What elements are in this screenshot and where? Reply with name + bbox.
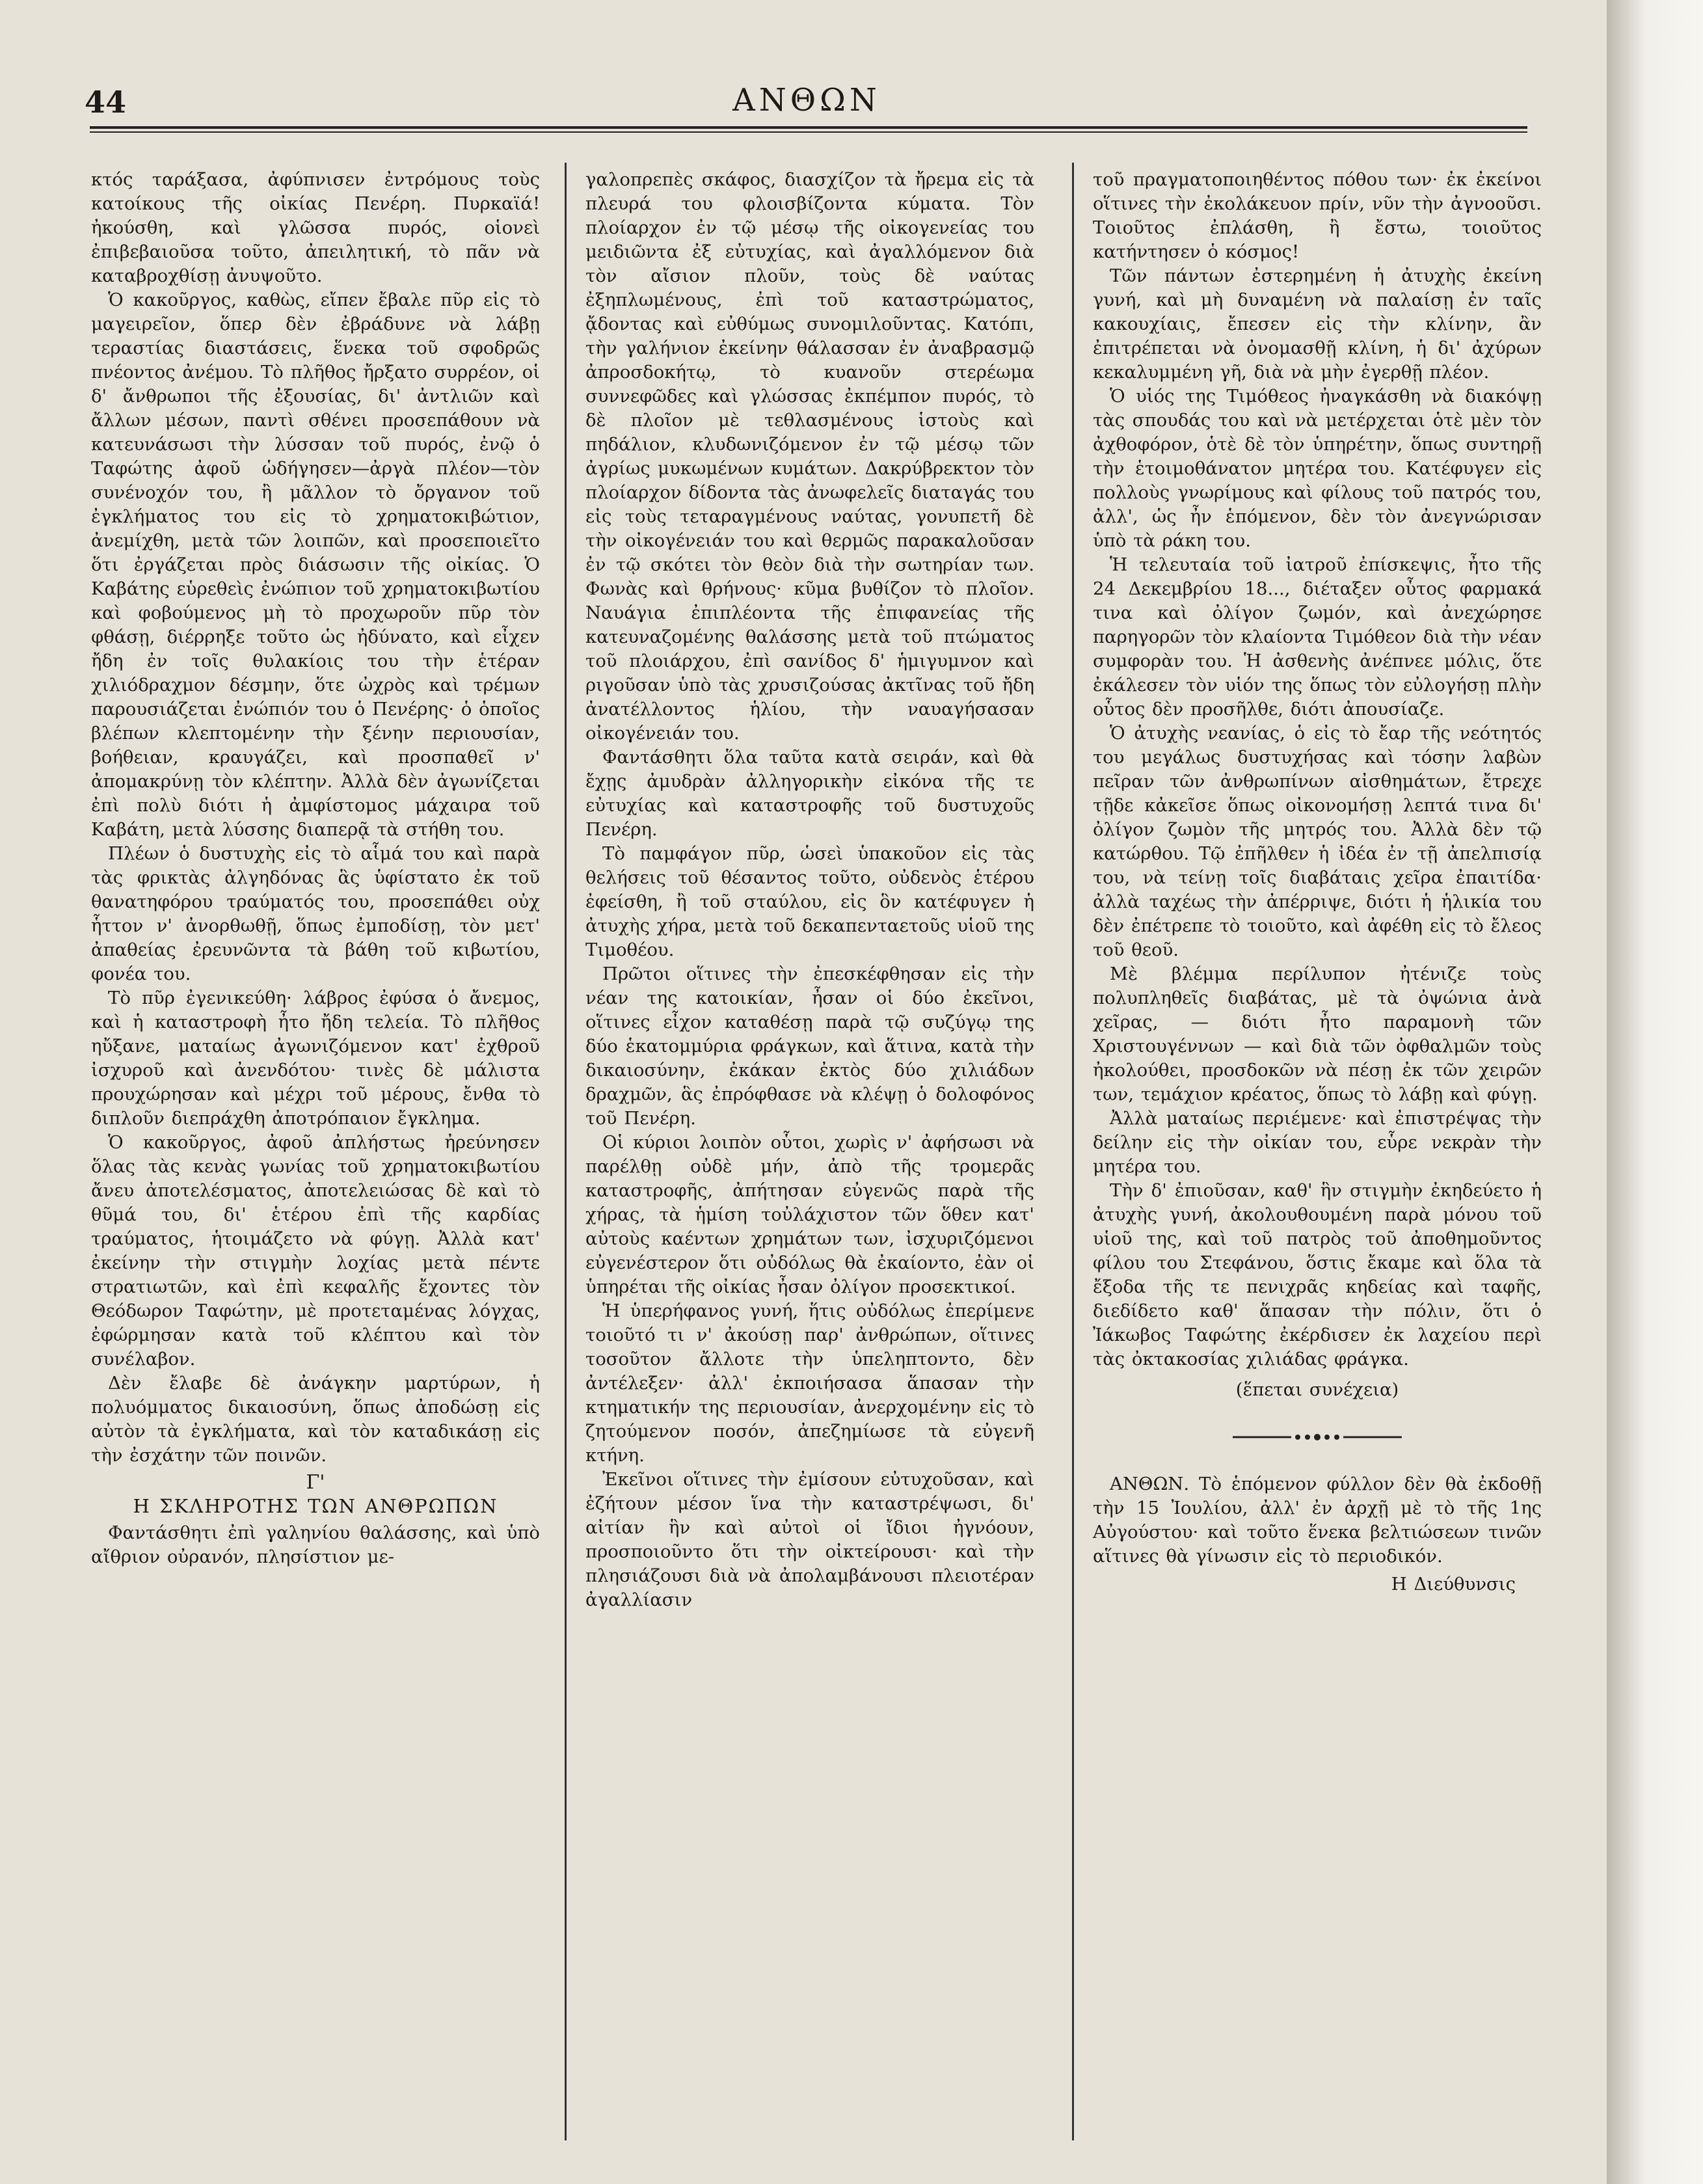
publication-notice: ΑΝΘΩΝ. Τὸ ἑπόμενον φύλλον δὲν θὰ ἐκδοθῇ τὴν 15 Ἰουλίου, ἀλλ' ἐν ἀρχῇ μὲ τὸ τῆς 1ης Αὐγούστου· καὶ τοῦτο ἕνεκα βελτιώσεων τινῶν αἵτινες θὰ γίνωσιν εἰς τὸ περιοδικόν.	[1093, 1474, 1542, 1567]
section-title: Η ΣΚΛΗΡΟΤΗΣ ΤΩΝ ΑΝΘΡΩΠΩΝ	[133, 1495, 498, 1517]
column-1	[91, 168, 540, 1569]
paragraph: Μὲ βλέμμα περίλυπον ἠτένιζε τοὺς πολυπληθεῖς διαβάτας, μὲ τὰ ὀψώνια ἀνὰ χεῖρας, — διότι ἦτο παραμονὴ τῶν Χριστουγέννων — καὶ διὰ τῶν ὀφθαλμῶν τοὺς ἠκολούθει, προσδοκῶν νὰ πέσῃ ἐκ τῶν χειρῶν των, τεμάχιον κρέατος, ὅπως τὸ λάβῃ καὶ φύγῃ.	[1093, 964, 1542, 1105]
paragraph: Πρῶτοι οἵτινες τὴν ἐπεσκέφθησαν εἰς τὴν νέαν της κατοικίαν, ἦσαν οἱ δύο ἐκεῖνοι, οἵτινες εἶχον καταθέσῃ παρὰ τῷ συζύγῳ της δύο ἑκατομμύρια φράγκων, καὶ ἅτινα, κατὰ τὴν δικαιοσύνην, ἐκάκαν ἐκτὸς δύο χιλιάδων δραχμῶν, ἃς ἐπρόφθασε νὰ κλέψῃ ὁ δολοφόνος τοῦ Πενέρη.	[585, 964, 1034, 1129]
paragraph: τοῦ πραγματοποιηθέντος πόθου των· ἐκ ἐκείνοι οἵτινες τὴν ἐκολάκευον πρίν, νῦν τὴν ἀγνοοῦσι. Τοιοῦτος ἐπλάσθη, ἢ ἔστω, τοιοῦτος κατήντησεν ὁ κόσμος!	[1093, 169, 1542, 262]
paragraph: Ἡ τελευταία τοῦ ἰατροῦ ἐπίσκεψις, ἦτο τῆς 24 Δεκεμβρίου 18..., διέταξεν οὗτος φαρμακά τινα καὶ ὀλίγον ζωμόν, καὶ ἀνεχώρησε παρηγορῶν τὸν κλαίοντα Τιμόθεον διὰ τὴν νέαν συμφορὰν του. Ἡ ἀσθενὴς ἀνέπνεε μόλις, ὅτε ἐκάλεσεν τὸν υἱόν της ὅπως τὸν εὐλογήσῃ πλὴν οὗτος δὲν προσῆλθε, διότι ἀπουσίαζε.	[1093, 554, 1542, 720]
column-divider	[1072, 163, 1074, 2140]
column-2	[585, 168, 1034, 1612]
paragraph: Τὴν δ' ἐπιοῦσαν, καθ' ἣν στιγμὴν ἐκηδεύετο ἡ ἀτυχὴς γυνή, ἀκολουθουμένη παρὰ μόνου τοῦ υἱοῦ της, καὶ τοῦ πατρὸς τοῦ ἀποθημοῦντος φίλου του Στεφάνου, ὅστις ἔκαμε καὶ ὅλα τὰ ἔξοδα τῆς τε πενιχρᾶς κηδείας καὶ ταφῆς, διεδίδετο καθ' ἅπασαν τὴν πόλιν, ὅτι ὁ Ἰάκωβος Ταφώτης ἐκέρδισεν ἐκ λαχείου περὶ τὰς ὀκτακοσίας χιλιάδας φράγκα.	[1093, 1180, 1542, 1369]
header-rule-thin	[90, 131, 1527, 133]
paragraph: Ὁ ἀτυχὴς νεανίας, ὁ εἰς τὸ ἔαρ τῆς νεότητός του μεγάλως δυστυχήσας καὶ τόσην λαβὼν πεῖραν τῶν ἀνθρωπίνων αἰσθημάτων, ἔτρεχε τῇδε κἀκεῖσε ὅπως οἰκονομήσῃ λεπτά τινα δι' ὀλίγον ζωμὸν τῆς μητρός του. Ἀλλὰ δὲν τῷ κατώρθου. Τῷ ἐπῆλθεν ἡ ἰδέα ἐν τῇ ἀπελπισίᾳ του, νὰ τείνῃ τοῖς διαβάταις χεῖρα ἐπαιτίδα· ἀλλὰ ταχέως τὴν ἀπέρριψε, διότι ἡ ἡλικία του δὲν ἐπέτρεπε τὸ τοιοῦτο, καὶ ἀφέθη εἰς τὸ ἔλεος τοῦ θεοῦ.	[1093, 723, 1542, 960]
section-number: Γ'	[306, 1471, 325, 1494]
paragraph: Δὲν ἔλαβε δὲ ἀνάγκην μαρτύρων, ἡ πολυόμματος δικαιοσύνη, ὅπως ἀποδώσῃ εἰς αὐτὸν τὰ ἐγκλήματα, καὶ τὸν καταδικάσῃ εἰς τὴν ἐσχάτην τῶν ποινῶν.	[91, 1373, 540, 1466]
page-number: 44	[85, 85, 127, 120]
paragraph: Ὁ υἱός της Τιμόθεος ἠναγκάσθη νὰ διακόψῃ τὰς σπουδάς του καὶ νὰ μετέρχεται ὁτὲ μὲν τὸν ἀχθοφόρον, ὁτὲ δὲ τὸν ὑπηρέτην, ὅπως συντηρῇ τὴν ἑτοιμοθάνατον μητέρα του. Κατέφυγεν εἰς πολλοὺς γνωρίμους καὶ φίλους τοῦ πατρός του, ἀλλ', ὡς ἦν ἑπόμενον, δὲν τὸν ἀνεγνώρισαν ὑπὸ τὰ ράκη του.	[1093, 386, 1542, 551]
paragraph: γαλοπρεπὲς σκάφος, διασχίζον τὰ ἤρεμα εἰς τὰ πλευρά του φλοισβίζοντα κύματα. Τὸν πλοίαρχον ἐν τῷ μέσῳ τῆς οἰκογενείας του μειδιῶντα ἐξ εὐτυχίας, καὶ ἀγαλλόμενον διὰ τὸν αἴσιον πλοῦν, τοὺς δὲ ναύτας ἐξηπλωμένους, ἐπὶ τοῦ καταστρώματος, ᾄδοντας καὶ εὐθύμως συνομιλοῦντας. Κατόπι, τὴν γαλήνιον ἐκείνην θάλασσαν ἐν ἀναβρασμῷ ἀπροσδοκήτῳ, τὸ κυανοῦν στερέωμα συννεφῶδες καὶ γλώσσας ἐκπέμπον πυρός, τὸ δὲ πλοῖον μὲ τεθλασμένους ἱστοὺς καὶ πηδάλιον, κλυδωνιζόμενον ἐν τῷ μέσῳ τῶν ἀγρίως μυκωμένων κυμάτων. Δακρύβρεκτον τὸν πλοίαρχον δίδοντα τὰς ἀνωφελεῖς διαταγάς του εἰς τοὺς τεταραγμένους ναύτας, γονυπετῆ δὲ τὴν οἰκογένειάν του καὶ θερμῶς παρακαλοῦσαν ἐν τῷ σκότει τὸν θεὸν διὰ τὴν σωτηρίαν των. Φωνὰς καὶ θρήνους· κῦμα βυθίζον τὸ πλοῖον. Ναυάγια ἐπιπλέοντα τῆς ἐπιφανείας τῆς κατευναζομένης θαλάσσης μετὰ τοῦ πτώματος τοῦ πλοιάρχου, ἐπὶ σανίδος δ' ἡμιγυμνον καὶ ριγοῦσαν ὑπὸ τὰς χρυσιζούσας ἀκτῖνας τοῦ ἤδη ἀνατέλλοντος ἡλίου, τὴν ναυαγήσασαν οἰκογένειάν του.	[585, 169, 1034, 744]
paragraph: Τὸ πῦρ ἐγενικεύθη· λάβρος ἐφύσα ὁ ἄνεμος, καὶ ἡ καταστροφὴ ἦτο ἤδη τελεία. Τὸ πλῆθος ηὔξανε, ματαίως ἀγωνιζόμενον κατ' ἐχθροῦ ἰσχυροῦ καὶ ἀνενδότου· τινὲς δὲ μάλιστα προυχώρησαν καὶ μέχρι τοῦ μέρους, ἔνθα τὸ διπλοῦν διεπράχθη ἀποτρόπαιον ἔγκλημα.	[91, 988, 540, 1129]
continued-note: (ἕπεται συνέχεια)	[1235, 1379, 1399, 1400]
page-edge	[1607, 0, 1703, 2184]
journal-title: ΑΝΘΩΝ	[732, 82, 881, 118]
paragraph: Ὁ κακοῦργος, καθὼς, εἴπεν ἔβαλε πῦρ εἰς τὸ μαγειρεῖον, ὅπερ δὲν ἐβράδυνε νὰ λάβῃ τεραστίας διαστάσεις, ἕνεκα τοῦ σφοδρῶς πνέοντος ἀνέμου. Τὸ πλῆθος ἤρξατο συρρέον, οἱ δ' ἄνθρωποι τῆς ἐξουσίας, δι' ἀντλιῶν καὶ ἄλλων μέσων, παντὶ σθένει προσεπάθουν νὰ κατευνάσωσι τὴν λύσσαν τοῦ πυρός, ἐνῷ ὁ Ταφώτης ἀφοῦ ὡδήγησεν—ἀργὰ πλέον—τὸν συνένοχόν του, ἢ μᾶλλον τὸ ὄργανον τοῦ ἐγκλήματος του εἰς τὸ χρηματοκιβώτιον, ἀνεμίχθη, μετὰ τῶν λοιπῶν, καὶ προσεποιεῖτο ὅτι ἐργάζεται πρὸς διάσωσιν τῆς οἰκίας. Ὁ Καβάτης εὑρεθεὶς ἐνώπιον τοῦ χρηματοκιβωτίου καὶ φοβούμενος μὴ τὸ προχωροῦν πῦρ τὸν φθάσῃ, διέρρηξε τοῦτο ὡς ἠδύνατο, καὶ εἶχεν ἤδη ἐν τοῖς θυλακίοις του τὴν ἑτέραν χιλιόδραχμον δέσμην, ὅτε ὠχρὸς καὶ τρέμων παρουσιάζεται ἐνώπιόν του ὁ Πενέρης· ὁ ὁποῖος βλέπων κλεπτομένην τὴν ξένην περιουσίαν, βοήθειαν, κραυγάζει, καὶ προσπαθεῖ ν' ἀπομακρύνῃ τὸν κλέπτην. Ἀλλὰ δὲν ἀγωνίζεται ἐπὶ πολὺ διότι ἡ ἀμφίστομος μάχαιρα τοῦ Καβάτη, μετὰ λύσσης διαπερᾷ τὰ στήθη του.	[91, 290, 540, 840]
paragraph: Οἱ κύριοι λοιπὸν οὗτοι, χωρὶς ν' ἀφήσωσι νὰ παρέλθῃ οὐδὲ μήν, ἀπὸ τῆς τρομερᾶς καταστροφῆς, ἀπήτησαν εὐγενῶς παρὰ τῆς χήρας, τὰ ἡμίση τοὐλάχιστον τῶν ὅθεν κατ' αὐτοὺς καέντων χρημάτων των, ἰσχυριζόμενοι εὐγενέστερον ὅτι οὐδόλως θὰ ἐκαίοντο, ἐὰν οἱ ὑπηρέται τῆς οἰκίας ἦσαν ὀλίγον προσεκτικοί.	[585, 1132, 1034, 1297]
paragraph: Φαντάσθητι ἐπὶ γαληνίου θαλάσσης, καὶ ὑπὸ αἴθριον οὐρανόν, πλησίστιον με-	[91, 1522, 540, 1567]
ornament-divider-icon	[1233, 1431, 1402, 1444]
paragraph: Ἡ ὑπερήφανος γυνή, ἥτις οὐδόλως ἐπερίμενε τοιοῦτό τι ν' ἀκούσῃ παρ' ἀνθρώπων, οἵτινες τοσοῦτον ἄλλοτε τὴν ὑπεληπτοντο, δὲν ἀντέλεξεν· ἀλλ' ἐκποιήσασα ἅπασαν τὴν κτηματικήν της περιουσίαν, ἀνερχομένην εἰς τὸ ζητούμενον ποσόν, ἀπεζημίωσε τὰ εὐγενῆ κτήνη.	[585, 1301, 1034, 1466]
paragraph: Πλέων ὁ δυστυχὴς εἰς τὸ αἷμά του καὶ παρὰ τὰς φρικτὰς ἀλγηδόνας ἃς ὑφίστατο ἐκ τοῦ θανατηφόρου τραύματός του, προσεπάθει οὐχ ἧττον ν' ἀνορθωθῇ, ὅπως ἐμποδίσῃ, τὸν μετ' ἀπαθείας ἐρευνῶντα τὰ βάθη τοῦ κιβωτίου, φονέα του.	[91, 843, 540, 984]
paragraph: Φαντάσθητι ὅλα ταῦτα κατὰ σειράν, καὶ θὰ ἔχῃς ἀμυδρὰν ἀλληγορικὴν εἰκόνα τῆς τε εὐτυχίας καὶ καταστροφῆς τοῦ δυστυχοῦς Πενέρη.	[585, 747, 1034, 840]
paragraph: Ἐκεῖνοι οἵτινες τὴν ἐμίσουν εὐτυχοῦσαν, καὶ ἐζήτουν μέσον ἵνα τὴν καταστρέψωσι, δι' αἰτίαν ἣν καὶ αὐτοὶ οἱ ἴδιοι ἠγνόουν, προσποιοῦντο ὅτι τὴν οἰκτείρουσι· καὶ τὴν πλησιάζουσι διὰ νὰ ἀπολαμβάνουσι πλειοτέραν ἀγαλλίασιν	[585, 1469, 1034, 1610]
page-header	[85, 78, 1529, 130]
column-3	[1093, 168, 1542, 1597]
header-rule	[90, 126, 1527, 129]
paragraph: Τῶν πάντων ἐστερημένη ἡ ἀτυχὴς ἐκείνη γυνή, καὶ μὴ δυναμένη νὰ παλαίσῃ ἐν ταῖς κακουχίαις, ἔπεσεν εἰς τὴν κλίνην, ἂν ἐπιτρέπεται νὰ ὀνομασθῇ κλίνη, ἡ δι' ἀχύρων κεκαλυμμένη γῆ, διὰ νὰ μὴν ἐγερθῇ πλέον.	[1093, 265, 1542, 383]
paragraph: κτός ταράξασα, ἀφύπνισεν ἐντρόμους τοὺς κατοίκους τῆς οἰκίας Πενέρη. Πυρκαϊά! ἠκούσθη, καὶ γλῶσσα πυρός, οἱονεὶ ἐπιβεβαιοῦσα τοῦτο, ἀπειλητική, τὸ πᾶν νὰ καταβροχθίσῃ ἀνυψοῦτο.	[91, 169, 540, 286]
paragraph: Τὸ παμφάγον πῦρ, ὡσεὶ ὑπακοῦον εἰς τὰς θελήσεις τοῦ θέσαντος τοῦτο, οὐδενὸς ἑτέρου ἐφείσθη, ἢ τοῦ σταύλου, εἰς ὃν κατέφυγεν ἡ ἀτυχὴς χήρα, μετὰ τοῦ δεκαπενταετοῦς υἱοῦ της Τιμοθέου.	[585, 843, 1034, 960]
paragraph: Ἀλλὰ ματαίως περιέμενε· καὶ ἐπιστρέψας τὴν δείλην εἰς τὴν οἰκίαν του, εὗρε νεκρὰν τὴν μητέρα του.	[1093, 1108, 1542, 1177]
signature: Η Διεύθυνσις	[1391, 1574, 1516, 1595]
paragraph: Ὁ κακοῦργος, ἀφοῦ ἀπλήστως ἠρεύνησεν ὅλας τὰς κενὰς γωνίας τοῦ χρηματοκιβωτίου ἄνευ ἀποτελέσματος, ἀποτελειώσας δὲ καὶ τὸ θῦμά του, δι' ἑτέρου ἐπὶ τῆς καρδίας τραύματος, ἡτοιμάζετο νὰ φύγῃ. Ἀλλὰ κατ' ἐκείνην τὴν στιγμὴν λοχίας μετὰ πέντε στρατιωτῶν, καὶ ἐπὶ κεφαλῆς ἔχοντες τὸν Θεόδωρον Ταφώτην, μὲ προτεταμένας λόγχας, ἐφώρμησαν κατὰ τοῦ κλέπτου καὶ τὸν συνέλαβον.	[91, 1132, 540, 1369]
column-divider	[565, 163, 567, 2140]
